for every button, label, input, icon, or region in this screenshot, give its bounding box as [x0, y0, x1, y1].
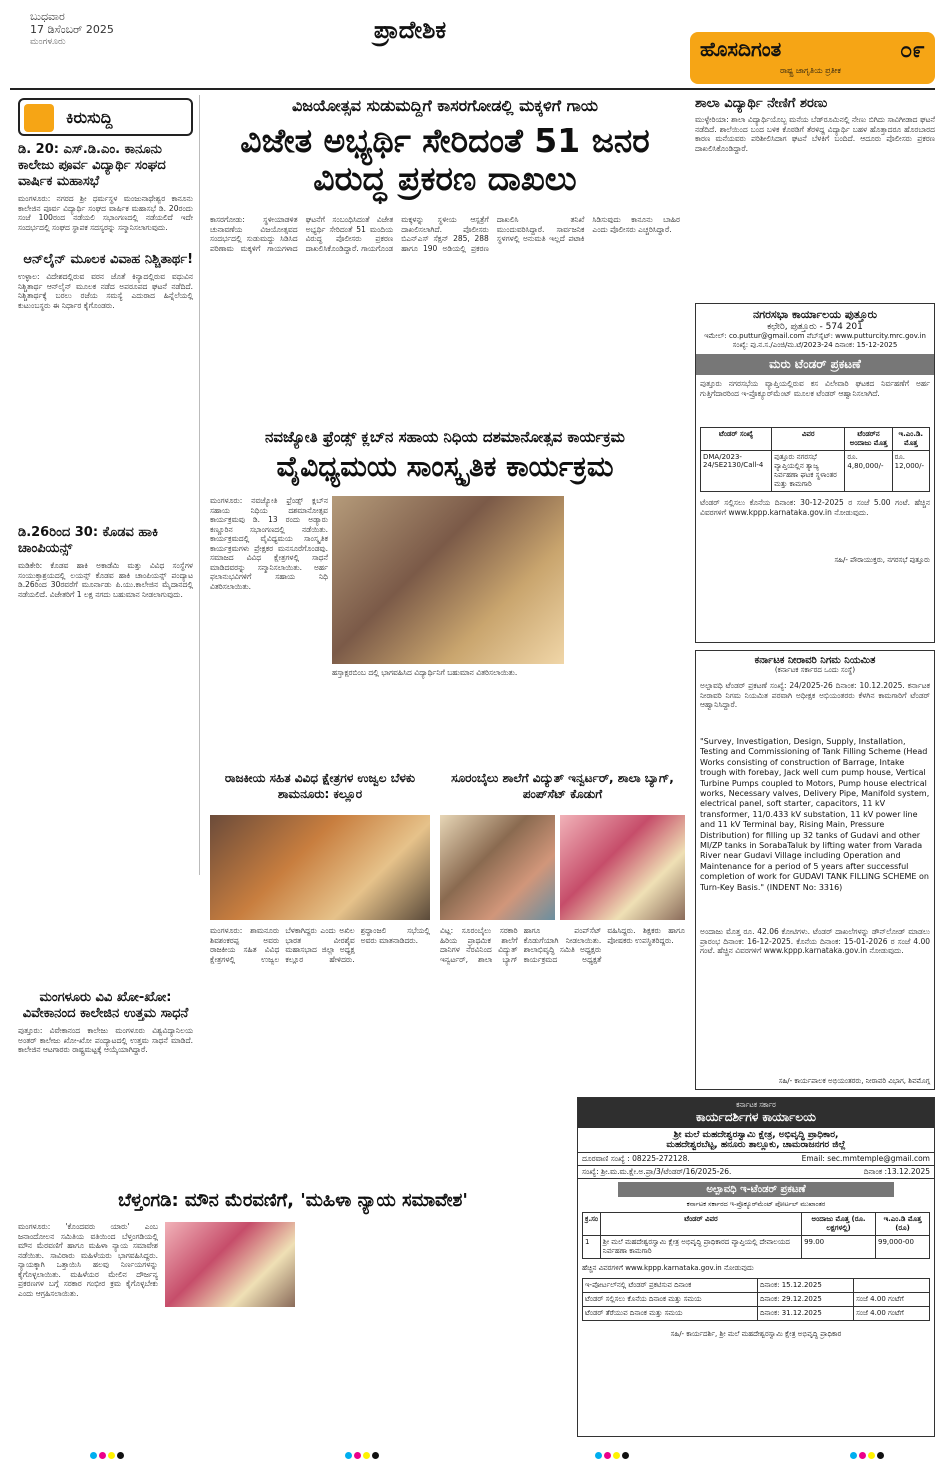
notice-sub: ಕರ್ನಾಟಕ ಸರ್ಕಾರದ ಇ-ಪ್ರೊಕ್ಯೂರ್‌ಮೆಂಟ್ ಪೋರ್ಟಲ್ ಮುಖಾಂತರ: [686, 1200, 826, 1208]
print-dots: [595, 1444, 631, 1459]
signature: ಸಹಿ/- ಕಾರ್ಯದರ್ಶಿ, ಶ್ರೀ ಮಲೆ ಮಹದೇಶ್ವರಸ್ವಾಮಿ ಕ್ಷೇತ್ರ ಅಭಿವೃದ್ಧಿ ಪ್ರಾಧಿಕಾರ: [670, 1330, 842, 1338]
briefs-label-text: ಕಿರುಸುದ್ದಿ: [66, 108, 113, 127]
dot: [108, 1452, 115, 1459]
schedule-table: [582, 1278, 930, 1321]
cell: ರೂ. 12,000/-: [892, 451, 929, 492]
website: ವೆಬ್‌ಸೈಟ್: www.putturcity.mrc.gov.in: [806, 332, 926, 340]
culture-kicker: ನವಜ್ಯೋತಿ ಫ್ರೆಂಡ್ಸ್ ಕ್ಲಬ್‌ನ ಸಹಾಯ ನಿಧಿಯ ದಶಮಾನೋತ್ಸವ ಕಾರ್ಯಕ್ರಮ: [265, 428, 625, 446]
brand-name: ಹೊಸದಿಗಂತ: [700, 37, 782, 61]
dot: [595, 1452, 602, 1459]
print-dots: [90, 1444, 126, 1459]
dot: [363, 1452, 370, 1459]
dot: [99, 1452, 106, 1459]
col-header: ಇ.ಎಂ.ಡಿ ಮೊತ್ತ (ರೂ): [876, 1213, 930, 1236]
col-header: ಕ್ರ.ಸಂ: [583, 1213, 601, 1236]
dot: [90, 1452, 97, 1459]
dot: [850, 1452, 857, 1459]
headline: ಆನ್‌ಲೈನ್ ಮೂಲಕ ವಿವಾಹ ನಿಶ್ಚಿತಾರ್ಥ!: [23, 252, 193, 267]
tender-notice-irrigation: [695, 650, 935, 1090]
cell: ದಿನಾಂಕ: 31.12.2025: [757, 1307, 853, 1321]
col-header: ವಿವರ: [772, 428, 845, 451]
school-headline: ಸೂರಂಬೈಲು ಶಾಲೆಗೆ ವಿದ್ಯುತ್ ಇನ್ವರ್ಟರ್, ಶಾಲಾ ಬ್ಯಾಗ್, ಪಂಪ್‌ಸೆಟ್ ಕೊಡುಗೆ: [451, 771, 674, 801]
col-header: ಇ.ಎಂ.ಡಿ. ಮೊತ್ತ: [892, 428, 929, 451]
school-photo-2: [560, 815, 685, 920]
culture-body: ಮಂಗಳೂರು: ನವಜ್ಯೋತಿ ಫ್ರೆಂಡ್ಸ್ ಕ್ಲಬ್‌ನ ಸಹಾಯ ನಿಧಿಯ ದಶಮಾನೋತ್ಸವ ಕಾರ್ಯಕ್ರಮವು ಡಿ. 13 ರಂದು ಅಡ್ಯಾರು ಕಣ್ಣೂರಿನ ಸಭಾಂಗಣದಲ್ಲಿ ನಡೆಯಿತು. ಕಾರ್ಯಕ್ರಮದಲ್ಲಿ ವೈವಿಧ್ಯಮಯ ಸಾಂಸ್ಕೃತಿಕ ಕಾರ್ಯಕ್ರಮಗಳು ಪ್ರೇಕ್ಷಕರ ಮನಸೂರೆಗೊಂಡವು. ಸಮಾಜದ ವಿವಿಧ ಕ್ಷೇತ್ರಗಳಲ್ಲಿ ಸಾಧನೆ ಮಾಡಿದವರನ್ನು ಸನ್ಮಾನಿಸಲಾಯಿತು. ಅರ್ಹ ಫಲಾನುಭವಿಗಳಿಗೆ ಸಹಾಯ ನಿಧಿ ವಿತರಿಸಲಾಯಿತು.: [210, 496, 328, 591]
headline: ಡಿ. 20: ಎಸ್.ಡಿ.ಎಂ. ಕಾನೂನು ಕಾಲೇಜು ಪೂರ್ವ ವಿದ್ಯಾರ್ಥಿ ಸಂಘದ ವಾರ್ಷಿಕ ಮಹಾಸಭೆ: [18, 142, 166, 189]
col-header: ಟೆಂಡರ್ ಸಂಖ್ಯೆ: [701, 428, 772, 451]
cell: ರೂ. 4,80,000/-: [845, 451, 892, 492]
print-dots: [850, 1444, 886, 1459]
bottom-body: ಮಂಗಳೂರು: 'ಕೊಂದವರು ಯಾರು' ಎಂಬ ಜನಾಂದೋಲನ ಸಮಿತಿಯ ವತಿಯಿಂದ ಬೆಳ್ತಂಗಡಿಯಲ್ಲಿ ಮೌನ ಮೆರವಣಿಗೆ ಹಾಗೂ ಮಹಿಳಾ ನ್ಯಾಯ ಸಮಾವೇಶ ನಡೆಯಿತು. ಸಾವಿರಾರು ಮಹಿಳೆಯರು ಭಾಗವಹಿಸಿದ್ದರು. ನ್ಯಾಯಕ್ಕಾಗಿ ಒತ್ತಾಯಿಸಿ ಹಲವು ನಿರ್ಣಯಗಳನ್ನು ಕೈಗೊಳ್ಳಲಾಯಿತು. ಮಹಿಳೆಯರ ಮೇಲಿನ ದೌರ್ಜನ್ಯ ಪ್ರಕರಣಗಳ ಬಗ್ಗೆ ಸರಕಾರ ಗಂಭೀರ ಕ್ರಮ ಕೈಗೊಳ್ಳಬೇಕು ಎಂದು ಆಗ್ರಹಿಸಲಾಯಿತು.: [18, 1222, 158, 1298]
service-headline: ರಾಜಕೀಯ ಸಹಿತ ವಿವಿಧ ಕ್ಷೇತ್ರಗಳ ಉಜ್ವಲ ಬೆಳಕು ಶಾಮನೂರು: ಕಲ್ಲೂರ: [224, 771, 416, 801]
dot: [604, 1452, 611, 1459]
signature: ಸಹಿ/- ಕಾರ್ಯಪಾಲಕ ಅಭಿಯಂತರರು, ನೀರಾವರಿ ವಿಭಾಗ, ಶಿವಮೊಗ್ಗ: [778, 1077, 930, 1085]
masthead: [690, 32, 935, 84]
print-dots: [345, 1444, 381, 1459]
state: ಕರ್ನಾಟಕ ಸರ್ಕಾರ: [736, 1101, 776, 1109]
tender-notice-puttur: [695, 303, 935, 643]
lead-body: ಕಾಸರಗೋಡು: ಸ್ಥಳೀಯಾಡಳಿತ ಚುನಾವಣೆಯ ವಿಜಯೋತ್ಸವದ ಸಂದರ್ಭದಲ್ಲಿ ಸುಡುಮದ್ದು ಸಿಡಿಸಿದ ಪರಿಣಾಮ ಮಕ್ಕಳಿಗೆ ಗಾಯಗಳಾದ ಘಟನೆಗೆ ಸಂಬಂಧಿಸಿದಂತೆ ವಿಜೇತ ಅಭ್ಯರ್ಥಿ ಸೇರಿದಂತೆ 51 ಮಂದಿಯ ವಿರುದ್ಧ ಪೊಲೀಸರು ಪ್ರಕರಣ ದಾಖಲಿಸಿಕೊಂಡಿದ್ದಾರೆ. ಗಾಯಗೊಂಡ ಮಕ್ಕಳನ್ನು ಸ್ಥಳೀಯ ಆಸ್ಪತ್ರೆಗೆ ದಾಖಲಿಸಲಾಗಿದೆ. ಪೊಲೀಸರು ಬಿಎನ್‌ಎಸ್ ಸೆಕ್ಷನ್ 285, 288 ಹಾಗೂ 190 ಅಡಿಯಲ್ಲಿ ಪ್ರಕರಣ ದಾಖಲಿಸಿ ತನಿಖೆ ಮುಂದುವರಿಸಿದ್ದಾರೆ. ಸಾರ್ವಜನಿಕ ಸ್ಥಳಗಳಲ್ಲಿ ಅನುಮತಿ ಇಲ್ಲದೆ ಪಟಾಕಿ ಸಿಡಿಸುವುದು ಕಾನೂನು ಬಾಹಿರ ಎಂದು ಪೊಲೀಸರು ಎಚ್ಚರಿಸಿದ್ದಾರೆ.: [210, 215, 680, 253]
school-body: ವಿಟ್ಲ: ಸೂರಂಬೈಲು ಸರಕಾರಿ ಹಿರಿಯ ಪ್ರಾಥಮಿಕ ಶಾಲೆಗೆ ದಾನಿಗಳ ನೆರವಿನಿಂದ ವಿದ್ಯುತ್ ಇನ್ವರ್ಟರ್, ಶಾಲಾ ಬ್ಯಾಗ್ ಹಾಗೂ ಪಂಪ್‌ಸೆಟ್ ಕೊಡುಗೆಯಾಗಿ ನೀಡಲಾಯಿತು. ಶಾಲಾಭಿವೃದ್ಧಿ ಸಮಿತಿ ಅಧ್ಯಕ್ಷರು ಕಾರ್ಯಕ್ರಮದ ಅಧ್ಯಕ್ಷತೆ ವಹಿಸಿದ್ದರು. ಶಿಕ್ಷಕರು ಹಾಗೂ ಪೋಷಕರು ಉಪಸ್ಥಿತರಿದ್ದರು.: [440, 926, 685, 964]
brand-tagline: ರಾಷ್ಟ್ರ ಜಾಗೃತಿಯ ಪ್ರತೀಕ: [780, 66, 841, 75]
culture-caption: ಹಸ್ತಾಕ್ಷರಬಿಂಬ ದಲ್ಲಿ ಭಾಗವಹಿಸಿದ ವಿದ್ಯಾರ್ಥಿನಿಗೆ ಬಹುಮಾನ ವಿತರಿಸಲಾಯಿತು.: [332, 668, 518, 677]
school-photo-1: [440, 815, 555, 920]
notice-schedule: ಅಂದಾಜು ಮೊತ್ತ ರೂ. 42.06 ಕೋಟಿಗಳು. ಟೆಂಡರ್ ದಾಖಲೆಗಳನ್ನು ಡೌನ್‌ಲೋಡ್ ಮಾಡಲು ಪ್ರಾರಂಭ ದಿನಾಂಕ: 16-12-2025. ಕೊನೆಯ ದಿನಾಂಕ: 15-01-2026 ರ ಸಂಜೆ 4.00 ಗಂಟೆ. ಹೆಚ್ಚಿನ ವಿವರಗಳಿಗೆ www.kppp.karnataka.gov.in ನೋಡುವುದು.: [700, 927, 930, 955]
notice-footer: ಟೆಂಡರ್ ಸಲ್ಲಿಸಲು ಕೊನೆಯ ದಿನಾಂಕ: 30-12-2025 ರ ಸಂಜೆ 5.00 ಗಂಟೆ. ಹೆಚ್ಚಿನ ವಿವರಗಳಿಗೆ www.kppp.karnataka.gov.in ನೋಡುವುದು.: [700, 498, 930, 517]
dot: [354, 1452, 361, 1459]
service-body: ಮಂಗಳೂರು: ಶಾಮನೂರು ಶಿವಶಂಕರಪ್ಪ ಅವರು ರಾಜಕೀಯ ಸಹಿತ ವಿವಿಧ ಕ್ಷೇತ್ರಗಳಲ್ಲಿ ಉಜ್ವಲ ಬೆಳಕಾಗಿದ್ದರು ಎಂದು ಅಖಿಲ ಭಾರತ ವೀರಶೈವ ಮಹಾಸಭಾದ ಜಿಲ್ಲಾ ಅಧ್ಯಕ್ಷ ಕಲ್ಲೂರ ಹೇಳಿದರು. ಶ್ರದ್ಧಾಂಜಲಿ ಸಭೆಯಲ್ಲಿ ಅವರು ಮಾತನಾಡಿದರು.: [210, 926, 430, 964]
header-rule: [10, 88, 935, 90]
address: ಕಛೇರಿ, ಪುತ್ತೂರು - 574 201: [767, 322, 863, 332]
email: ಇಮೇಲ್: co.puttur@gmail.com: [704, 332, 805, 340]
cell: 99.00: [802, 1236, 876, 1259]
cell: ಟೆಂಡರ್ ಸಲ್ಲಿಸಲು ಕೊನೆಯ ದಿನಾಂಕ ಮತ್ತು ಸಮಯ: [583, 1293, 758, 1307]
address-line: ಮಹದೇಶ್ವರಬೆಟ್ಟ, ಹನೂರು ತಾಲ್ಲೂಕು, ಚಾಮರಾಜನಗರ ಜಿಲ್ಲೆ: [666, 1140, 846, 1150]
page-number: ೦೯: [900, 38, 925, 63]
notice-body: ಅಲ್ಪಾವಧಿ ಟೆಂಡರ್ ಪ್ರಕಟಣೆ ಸಂಖ್ಯೆ: 24/2025-26 ದಿನಾಂಕ: 10.12.2025. ಕರ್ನಾಟಕ ನೀರಾವರಿ ನಿಗಮ ನಿಯಮಿತ ಪರವಾಗಿ ಅಧೀಕ್ಷಕ ಅಭಿಯಂತರರು ಕೆಳಗಿನ ಕಾಮಗಾರಿಗೆ ಟೆಂಡರ್ ಆಹ್ವಾನಿಸಿದ್ದಾರೆ.: [700, 681, 930, 709]
body: ಮಡಿಕೇರಿ: ಕೊಡವ ಹಾಕಿ ಅಕಾಡೆಮಿ ಮತ್ತು ವಿವಿಧ ಸಂಸ್ಥೆಗಳ ಸಂಯುಕ್ತಾಶ್ರಯದಲ್ಲಿ ಲಯನ್ಸ್ ಕೊಡವ ಹಾಕಿ ಚಾಂಪಿಯನ್ಸ್ ಪಂದ್ಯಾಟ ಡಿ.26ರಿಂದ 30ರವರೆಗೆ ಮೂರ್ನಾಡು ಪಿ.ಯು.ಕಾಲೇಜಿನ ಮೈದಾನದಲ್ಲಿ ನಡೆಯಲಿದೆ. ವಿಜೇತರಿಗೆ 1 ಲಕ್ಷ ನಗದು ಬಹುಮಾನ ನೀಡಲಾಗುವುದು.: [18, 561, 193, 599]
dot: [859, 1452, 866, 1459]
culture-photo: [332, 496, 564, 664]
temple-tender: [577, 1097, 935, 1437]
col-header: ಅಂದಾಜು ಮೊತ್ತ (ರೂ. ಲಕ್ಷಗಳಲ್ಲಿ): [802, 1213, 876, 1236]
cell: ಸಂಜೆ 4.00 ಗಂಟೆಗೆ: [854, 1307, 930, 1321]
date: 17 ಡಿಸೆಂಬರ್ 2025: [30, 23, 114, 36]
cell: DMA/2023-24/SE2130/Call-4: [701, 451, 772, 492]
reference: ಸಂಖ್ಯೆ: ಪು.ನ.ಸ./ಎಂಜಿ/ಮ.ಟೆ/2023-24 ದಿನಾಂಕ: 15-12-2025: [732, 341, 898, 349]
dot: [877, 1452, 884, 1459]
reference: ಸಂಖ್ಯೆ: ಶ್ರೀ.ಮ.ಮ.ಕ್ಷೇ.ಅ.ಪ್ರಾ/3/ಟೆಂಡರ್/16/2025-26.: [582, 1167, 732, 1176]
bottom-headline: ಬೆಳ್ತಂಗಡಿ: ಮೌನ ಮೆರವಣಿಗೆ, 'ಮಹಿಳಾ ನ್ಯಾಯ ಸಮಾವೇಶ': [118, 1190, 468, 1211]
web-note: ಹೆಚ್ಚಿನ ವಿವರಗಳಿಗೆ www.kppp.karnataka.gov.in ನೋಡುವುದು: [582, 1264, 754, 1272]
tender-table: [700, 427, 930, 492]
email: Email: sec.mmtemple@gmail.com: [801, 1154, 930, 1163]
notice-intro: ಪುತ್ತೂರು ನಗರಸಭೆಯ ವ್ಯಾಪ್ತಿಯಲ್ಲಿರುವ ಕಸ ವಿಲೇವಾರಿ ಘಟಕದ ನಿರ್ವಹಣೆಗೆ ಅರ್ಹ ಗುತ್ತಿಗೆದಾರರಿಂದ ಇ-ಪ್ರೊಕ್ಯೂರ್‌ಮೆಂಟ್ ಮೂಲಕ ಟೆಂಡರ್ ಆಹ್ವಾನಿಸಲಾಗಿದೆ.: [700, 379, 930, 398]
cell: ಪುತ್ತೂರು ನಗರಸಭೆ ವ್ಯಾಪ್ತಿಯಲ್ಲಿನ ತ್ಯಾಜ್ಯ ನಿರ್ವಹಣಾ ಘಟಕ ಸ್ಥಳಾಂತರ ಮತ್ತು ಕಾಮಗಾರಿ: [772, 451, 845, 492]
cell: ದಿನಾಂಕ: 29.12.2025: [757, 1293, 853, 1307]
service-photo: [210, 815, 430, 920]
notice-title: ಅಲ್ಪಾವಧಿ ಇ-ಟೆಂಡರ್ ಪ್ರಕಟಣೆ: [618, 1182, 894, 1197]
section-title: ಪ್ರಾದೇಶಿಕ: [373, 16, 447, 44]
cell: ಸಂಜೆ 4.00 ಗಂಟೆಗೆ: [854, 1293, 930, 1307]
notice-title: ಮರು ಟೆಂಡರ್ ಪ್ರಕಟಣೆ: [696, 354, 934, 375]
headline: ಶಾಲಾ ವಿದ್ಯಾರ್ಥಿ ನೇಣಿಗೆ ಶರಣು: [695, 96, 828, 111]
weekday: ಬುಧವಾರ: [30, 10, 65, 23]
date: ದಿನಾಂಕ :13.12.2025: [863, 1167, 930, 1176]
culture-headline: ವೈವಿಧ್ಯಮಯ ಸಾಂಸ್ಕೃತಿಕ ಕಾರ್ಯಕ್ರಮ: [276, 450, 614, 483]
address-line: ಶ್ರೀ ಮಲೆ ಮಹದೇಶ್ವರಸ್ವಾಮಿ ಕ್ಷೇತ್ರ, ಅಭಿವೃದ್ಧಿ ಪ್ರಾಧಿಕಾರ,: [673, 1130, 839, 1140]
headline: ಡಿ.26ರಿಂದ 30: ಕೊಡವ ಹಾಕಿ ಚಾಂಪಿಯನ್ಸ್: [18, 525, 159, 556]
headline: ಮಂಗಳೂರು ವಿವಿ ಖೋ-ಖೋ: ವಿವೇಕಾನಂದ ಕಾಲೇಜಿನ ಉತ್ತಮ ಸಾಧನೆ: [22, 990, 189, 1021]
cell: ಶ್ರೀ ಮಲೆ ಮಹದೇಶ್ವರಸ್ವಾಮಿ ಕ್ಷೇತ್ರ ಅಭಿವೃದ್ಧಿ ಪ್ರಾಧಿಕಾರದ ವ್ಯಾಪ್ತಿಯಲ್ಲಿ ದೇವಾಲಯದ ನಿರ್ವಹಣಾ ಕಾಮಗಾರಿ: [600, 1236, 801, 1259]
cell: 99,000-00: [876, 1236, 930, 1259]
brief-story-3: [18, 525, 193, 981]
cell: ಇ-ಪೋರ್ಟಲ್‌ನಲ್ಲಿ ಟೆಂಡರ್ ಪ್ರಕಟಿಸುವ ದಿನಾಂಕ: [583, 1279, 758, 1293]
briefs-label: [18, 98, 193, 136]
body: ಮುಳ್ಳೇರಿಯಾ: ಶಾಲಾ ವಿದ್ಯಾರ್ಥಿಯೊಬ್ಬ ಮನೆಯ ಬೆಡ್‌ರೂಮಿನಲ್ಲಿ ನೇಣು ಬಿಗಿದು ಸಾವಿಗೀಡಾದ ಘಟನೆ ನಡೆದಿದೆ. ಶಾಲೆಯಿಂದ ಬಂದ ಬಳಿಕ ಕೊಠಡಿಗೆ ತೆರಳಿದ್ದ ವಿದ್ಯಾರ್ಥಿ ಬಹಳ ಹೊತ್ತಾದರೂ ಹೊರಬಾರದ ಕಾರಣ ಮನೆಯವರು ಪರಿಶೀಲಿಸಿದಾಗ ಘಟನೆ ಬೆಳಕಿಗೆ ಬಂದಿದೆ. ಆದೂರು ಪೊಲೀಸರು ಪ್ರಕರಣ ದಾಖಲಿಸಿಕೊಂಡಿದ್ದಾರೆ.: [695, 115, 935, 153]
work-description: "Survey, Investigation, Design, Supply, Installation, Testing and Commissioning of Tank Filling Scheme (Head Works consisting of construction of Barrage, Intake trough with forebay, Jack well cum pump house, Vertical Turbine Pumps coupled to Motors, Pump house electrical works, Necessary valves, Delivery Pipe, Manifold system, electrical panel, soft starter, capacitors, 11 kV transformer, 11/0.433 kV substation, 11 kV power line and 11 kV Terminal bay, Rising Main, Pressure Distribution) for filling up 32 tanks of Gudavi and other MI/ZP tanks in SorabaTaluk by lifting water from Varada River near Gudavi Village including Operation and Maintenance for a period of 5 years after successful completion of work for GUDAVI TANK FILLING SCHEME on Turn-Key Basis." (INDENT No: 3316): [700, 737, 930, 892]
bottom-photo: [165, 1222, 295, 1307]
lead-kicker: ವಿಜಯೋತ್ಸವ ಸುಡುಮದ್ದಿಗೆ ಕಾಸರಗೋಡಲ್ಲಿ ಮಕ್ಕಳಿಗೆ ಗಾಯ: [291, 96, 599, 115]
right-story: [695, 96, 935, 295]
office-name: ನಗರಸಭಾ ಕಾರ್ಯಾಲಯ ಪುತ್ತೂರು: [753, 308, 877, 321]
office-title: ಕಾರ್ಯದರ್ಶಿಗಳ ಕಾರ್ಯಾಲಯ: [695, 1110, 816, 1124]
dot: [868, 1452, 875, 1459]
body: ಮಂಗಳೂರು: ನಗರದ ಶ್ರೀ ಧರ್ಮಸ್ಥಳ ಮಂಜುನಾಥೇಶ್ವರ ಕಾನೂನು ಕಾಲೇಜಿನ ಪೂರ್ವ ವಿದ್ಯಾರ್ಥಿ ಸಂಘದ ವಾರ್ಷಿಕ ಮಹಾಸಭೆ ಡಿ. 20ರಂದು ಸಂಜೆ 100ರಂದ ನಡೆಯಲಿ ಸಭಾಂಗಣದಲ್ಲಿ ನಡೆಯಲಿದೆ ಇದೇ ಸಂದರ್ಭದಲ್ಲಿ ಸಂಘದ ಸ್ಥಾಪಕ ಸದಸ್ಯರನ್ನು ಸನ್ಮಾನಿಸಲಾಗುವುದು.: [18, 194, 193, 232]
date-block: [30, 10, 114, 49]
col-header: ಟೆಂಡರ್‌ನ ಅಂದಾಜು ಮೊತ್ತ: [845, 428, 892, 451]
dot: [117, 1452, 124, 1459]
dot: [613, 1452, 620, 1459]
cell: ದಿನಾಂಕ: 15.12.2025: [757, 1279, 853, 1293]
phone: ದೂರವಾಣಿ ಸಂಖ್ಯೆ : 08225-272128.: [582, 1154, 690, 1163]
tender-table: [582, 1212, 930, 1259]
cell: ಟೆಂಡರ್ ತೆರೆಯುವ ದಿನಾಂಕ ಮತ್ತು ಸಮಯ: [583, 1307, 758, 1321]
city: ಮಂಗಳೂರು: [30, 37, 66, 47]
pointing-hand-icon: [24, 104, 54, 132]
column-divider: [199, 95, 200, 875]
org-sub: (ಕರ್ನಾಟಕ ಸರ್ಕಾರದ ಒಂದು ಸಂಸ್ಥೆ): [774, 666, 856, 674]
body: ಪುತ್ತೂರು: ವಿವೇಕಾನಂದ ಕಾಲೇಜು ಮಂಗಳೂರು ವಿಶ್ವವಿದ್ಯಾನಿಲಯ ಅಂತರ್ ಕಾಲೇಜು ಖೋ-ಖೋ ಪಂದ್ಯಾಟದಲ್ಲಿ ಉತ್ತಮ ಸಾಧನೆ ಮಾಡಿದೆ. ಕಾಲೇಜಿನ ಆಟಗಾರರು ರಾಷ್ಟ್ರಮಟ್ಟಕ್ಕೆ ಆಯ್ಕೆಯಾಗಿದ್ದಾರೆ.: [18, 1026, 193, 1054]
lead-headline: ವಿಜೇತ ಅಭ್ಯರ್ಥಿ ಸೇರಿದಂತೆ 51 ಜನರ ವಿರುದ್ಧ ಪ್ರಕರಣ ದಾಖಲು: [240, 121, 650, 198]
body: ಉಳ್ಳಾಲ: ವಿದೇಶದಲ್ಲಿರುವ ವರನ ಜೊತೆ ಕಿನ್ಯಾದಲ್ಲಿರುವ ವಧುವಿನ ನಿಶ್ಚಿತಾರ್ಥ ಆನ್‌ಲೈನ್ ಮೂಲಕ ನಡೆದ ಅಪರೂಪದ ಘಟನೆ ನಡೆದಿದೆ. ನಿಶ್ಚಿತಾರ್ಥಕ್ಕೆ ಬರಲು ರಜೆಯ ಸಮಸ್ಯೆ ಎದುರಾದ ಹಿನ್ನೆಲೆಯಲ್ಲಿ ಕುಟುಂಬಸ್ಥರು ಈ ನಿರ್ಧಾರ ಕೈಗೊಂಡರು.: [18, 272, 193, 310]
brief-story-2: [18, 252, 193, 502]
col-header: ಟೆಂಡರ್ ವಿವರ: [600, 1213, 801, 1236]
dot: [372, 1452, 379, 1459]
signature: ಸಹಿ/- ಪೌರಾಯುಕ್ತರು, ನಗರಸಭೆ ಪುತ್ತೂರು: [834, 556, 930, 564]
dot: [622, 1452, 629, 1459]
org-name: ಕರ್ನಾಟಕ ನೀರಾವರಿ ನಿಗಮ ನಿಯಮಿತ: [754, 655, 876, 666]
dot: [345, 1452, 352, 1459]
cell: 1: [583, 1236, 601, 1259]
